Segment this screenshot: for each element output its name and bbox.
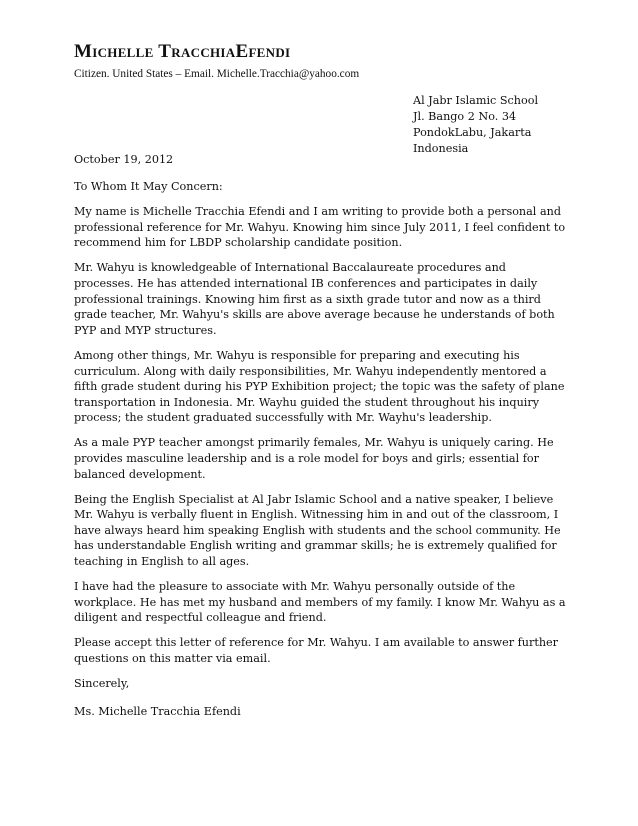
address-line: PondokLabu, Jakarta [413, 126, 532, 139]
sender-contact-line: Citizen. United States – Email. Michelle.Tracchia@yahoo.com [74, 68, 360, 80]
body-paragraph: I have had the pleasure to associate with Mr. Wahyu personally outside of the workplace. He has met my husband and members of my family. I know Mr. Wahyu as a diligent and respectful colleague and friend. [74, 580, 566, 625]
signature-name: Ms. Michelle Tracchia Efendi [74, 704, 241, 718]
body-paragraph: Mr. Wahyu is knowledgeable of International Baccalaureate procedures and processes. He has attended international IB conferences and participates in daily professional trainings. Knowing him first as a sixth grade tutor and now as a third grade teacher, Mr. Wahyu's skills are above average because he understands of both PYP and MYP structures. [74, 261, 555, 337]
body-paragraph: Being the English Specialist at Al Jabr Islamic School and a native speaker, I believe Mr. Wahyu is verbally fluent in English. Witnessing him in and out of the classroom, I have always heard him speaking English with students and the school community. He has understandable English writing and grammar skills; he is extremely qualified for teaching in English to all ages. [74, 492, 561, 569]
address-line: Al Jabr Islamic School [413, 94, 539, 107]
body-paragraph: As a male PYP teacher amongst primarily females, Mr. Wahyu is uniquely caring. He provides masculine leadership and is a role model for boys and girls; essential for balanced development. [74, 436, 554, 481]
body-paragraph: Please accept this letter of reference for Mr. Wahyu. I am available to answer further questions on this matter via email. [74, 636, 559, 666]
recipient-address [413, 93, 538, 157]
body-paragraph: My name is Michelle Tracchia Efendi and I am writing to provide both a personal and professional reference for Mr. Wahyu. Knowing him since July 2011, I feel confident to recommend him for LBDP scholarship candidate position. [74, 205, 566, 250]
sender-name: Michelle TracchiaEfendi [74, 41, 291, 62]
letter-body [74, 152, 566, 719]
letter-date: October 19, 2012 [74, 153, 174, 166]
address-line: Indonesia [413, 142, 469, 155]
salutation: To Whom It May Concern: [74, 179, 223, 193]
closing: Sincerely, [74, 677, 130, 691]
address-line: Jl. Bango 2 No. 34 [413, 110, 517, 123]
body-paragraph: Among other things, Mr. Wahyu is responsible for preparing and executing his curriculum. Along with daily responsibilities, Mr. Wahyu independently mentored a fifth grade student during his PYP Exhibition project; the topic was the safety of plane transportation in Indonesia. Mr. Wayhu guided the student throughout his inquiry process; the student graduated successfully with Mr. Wayhu's leadership. [74, 348, 565, 425]
